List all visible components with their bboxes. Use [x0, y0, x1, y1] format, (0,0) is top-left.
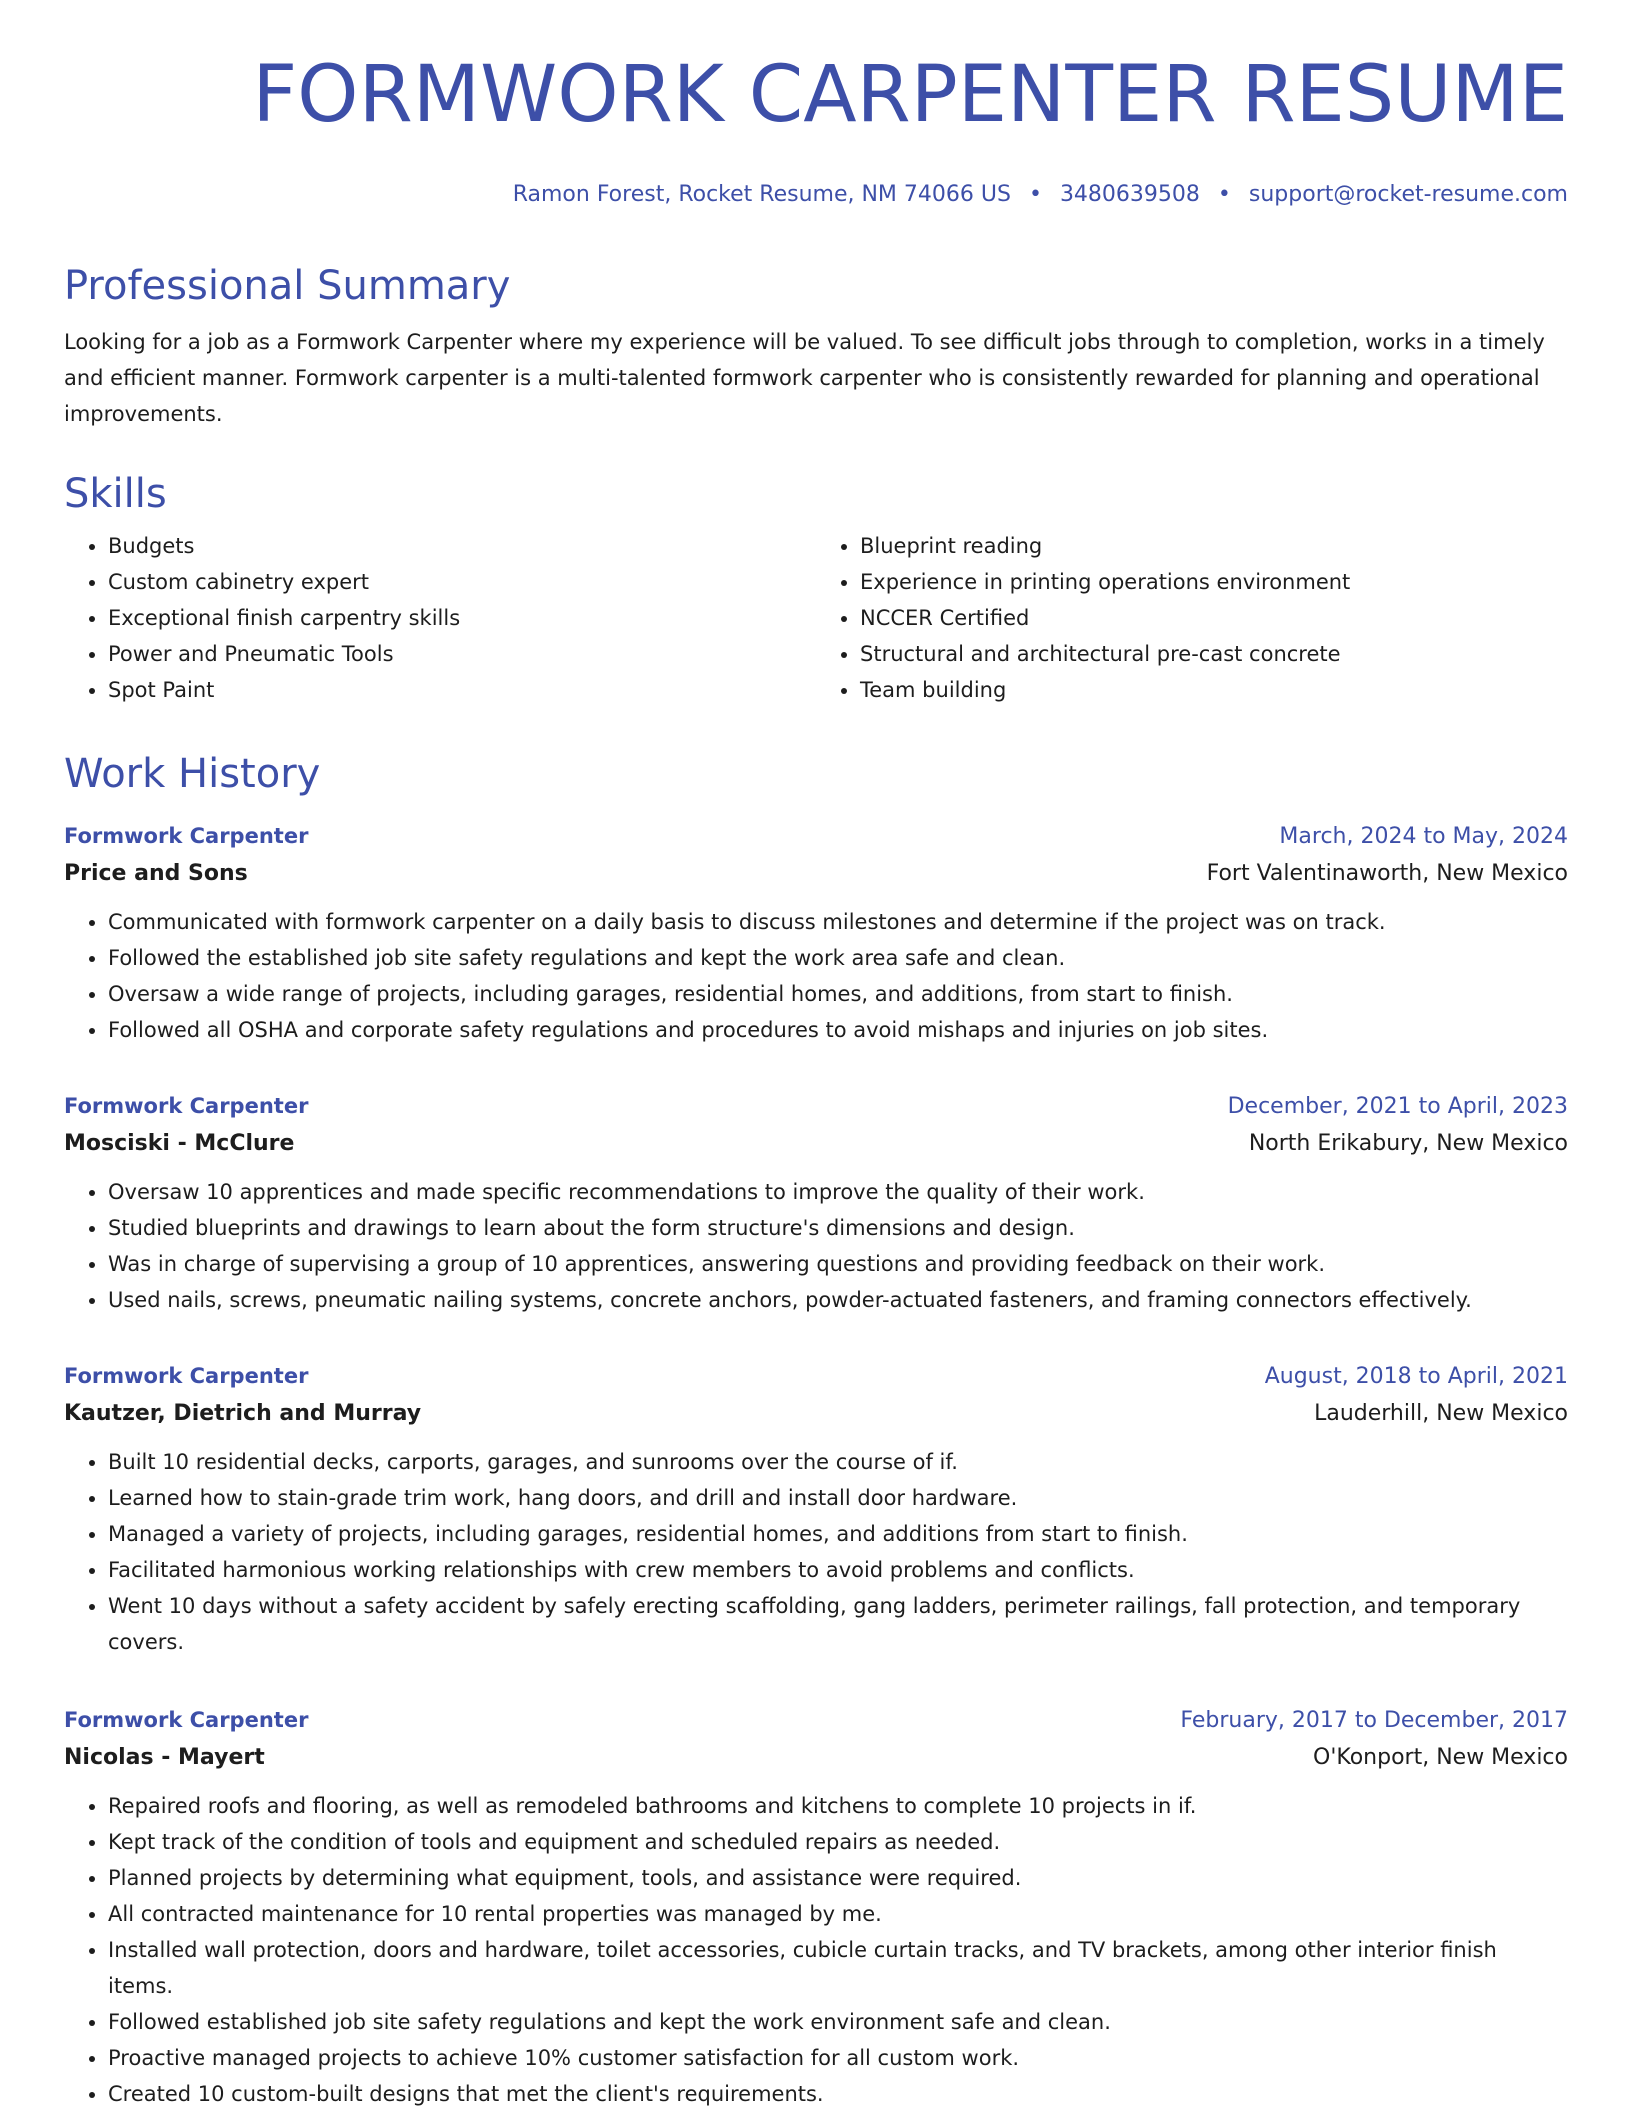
summary-text: Looking for a job as a Formwork Carpenter where my experience will be valued. To see difficult jobs through to completion, works in a timely and efficient manner. Formwork carpenter is a multi-talented formwork carpenter who is consistently rewarded for planning and operational improvements. [64, 330, 1545, 426]
skill-item: • Power and Pneumatic Tools [108, 636, 816, 672]
job-bullets [64, 1788, 1568, 2112]
job-entry [64, 824, 1568, 1048]
contact-phone: 3480639508 [1059, 182, 1200, 207]
skill-item: • Custom cabinetry expert [108, 564, 816, 600]
job-entry [64, 1708, 1568, 2112]
skill-item: • Spot Paint [108, 672, 816, 708]
job-bullet: • Planned projects by determining what equipment, tools, and assistance were required. [108, 1860, 1568, 1896]
skills-section [64, 471, 1568, 708]
job-title: Formwork Carpenter [64, 824, 309, 848]
job-entry [64, 1094, 1568, 1318]
job-title: Formwork Carpenter [64, 1364, 309, 1388]
job-bullet: • Was in charge of supervising a group of 10 apprentices, answering questions and providing feedback on their work. [108, 1246, 1568, 1282]
job-bullet: • Oversaw 10 apprentices and made specific recommendations to improve the quality of their work. [108, 1174, 1568, 1210]
job-bullet: • Oversaw a wide range of projects, including garages, residential homes, and additions, from start to finish. [108, 976, 1568, 1012]
job-dates: March, 2024 to May, 2024 [1279, 824, 1568, 849]
job-bullet: • Managed a variety of projects, including garages, residential homes, and additions from start to finish. [108, 1516, 1568, 1552]
job-bullet: • Kept track of the condition of tools and equipment and scheduled repairs as needed. [108, 1824, 1568, 1860]
contact-line [513, 182, 1568, 207]
job-bullet: • Installed wall protection, doors and hardware, toilet accessories, cubicle curtain tracks, and TV brackets, among other interior finish items. [108, 1932, 1568, 2004]
job-company-row [64, 1131, 1568, 1156]
job-header-row [64, 1094, 1568, 1119]
contact-separator: • [1217, 182, 1231, 207]
job-bullet: • Facilitated harmonious working relationships with crew members to avoid problems and conflicts. [108, 1552, 1568, 1588]
job-entry [64, 1364, 1568, 1660]
job-bullet: • Went 10 days without a safety accident by safely erecting scaffolding, gang ladders, perimeter railings, fall protection, and temporary covers. [108, 1588, 1568, 1660]
job-location: Fort Valentinaworth, New Mexico [1206, 861, 1568, 886]
job-bullet: • Proactive managed projects to achieve 10% customer satisfaction for all custom work. [108, 2040, 1568, 2076]
job-location: O'Konport, New Mexico [1313, 1745, 1568, 1770]
skill-item: • Team building [860, 672, 1568, 708]
skills-list-right [816, 528, 1568, 708]
job-header-row [64, 824, 1568, 849]
skill-item: • Blueprint reading [860, 528, 1568, 564]
skill-item: • NCCER Certified [860, 600, 1568, 636]
resume-title: FORMWORK CARPENTER RESUME [252, 50, 1568, 140]
job-bullet: • Created 10 custom-built designs that met the client's requirements. [108, 2076, 1568, 2112]
job-title: Formwork Carpenter [64, 1708, 309, 1732]
work-history-heading: Work History [64, 751, 321, 797]
skill-item: • Budgets [108, 528, 816, 564]
job-company-row [64, 861, 1568, 886]
job-company-row [64, 1401, 1568, 1426]
job-bullet: • Repaired roofs and flooring, as well as remodeled bathrooms and kitchens to complete 10 projects in if. [108, 1788, 1568, 1824]
job-company: Kautzer, Dietrich and Murray [64, 1401, 422, 1426]
job-bullet: • Communicated with formwork carpenter on a daily basis to discuss milestones and determine if the project was on track. [108, 904, 1568, 940]
job-company: Nicolas - Mayert [64, 1745, 265, 1770]
job-header-row [64, 1364, 1568, 1389]
job-bullet: • Built 10 residential decks, carports, garages, and sunrooms over the course of if. [108, 1444, 1568, 1480]
skills-list-left [64, 528, 816, 708]
job-bullet: • Studied blueprints and drawings to learn about the form structure's dimensions and design. [108, 1210, 1568, 1246]
summary-section [64, 263, 1568, 432]
job-title: Formwork Carpenter [64, 1094, 309, 1118]
job-bullet: • Followed the established job site safety regulations and kept the work area safe and clean. [108, 940, 1568, 976]
job-dates: December, 2021 to April, 2023 [1227, 1094, 1568, 1119]
skills-heading: Skills [64, 471, 167, 517]
job-header-row [64, 1708, 1568, 1733]
job-bullet: • All contracted maintenance for 10 rental properties was managed by me. [108, 1896, 1568, 1932]
skill-item: • Experience in printing operations environment [860, 564, 1568, 600]
job-bullet: • Learned how to stain-grade trim work, hang doors, and drill and install door hardware. [108, 1480, 1568, 1516]
job-location: North Erikabury, New Mexico [1248, 1131, 1568, 1156]
work-history-section [64, 751, 1568, 797]
job-bullet: • Followed established job site safety regulations and kept the work environment safe and clean. [108, 2004, 1568, 2040]
contact-separator: • [1028, 182, 1042, 207]
job-company: Price and Sons [64, 861, 248, 886]
skills-grid [64, 528, 1568, 708]
job-bullets [64, 1444, 1568, 1660]
job-dates: August, 2018 to April, 2021 [1264, 1364, 1568, 1389]
skill-item: • Exceptional finish carpentry skills [108, 600, 816, 636]
job-dates: February, 2017 to December, 2017 [1180, 1708, 1568, 1733]
job-company: Mosciski - McClure [64, 1131, 295, 1156]
summary-heading: Professional Summary [64, 263, 511, 309]
job-bullets [64, 1174, 1568, 1318]
job-location: Lauderhill, New Mexico [1314, 1401, 1568, 1426]
job-bullet: • Used nails, screws, pneumatic nailing systems, concrete anchors, powder-actuated fasteners, and framing connectors effectively. [108, 1282, 1568, 1318]
contact-address: Ramon Forest, Rocket Resume, NM 74066 US [512, 182, 1011, 207]
contact-email[interactable]: support@rocket-resume.com [1248, 182, 1568, 207]
job-bullet: • Followed all OSHA and corporate safety regulations and procedures to avoid mishaps and injuries on job sites. [108, 1012, 1568, 1048]
job-bullets [64, 904, 1568, 1048]
skill-item: • Structural and architectural pre-cast concrete [860, 636, 1568, 672]
job-company-row [64, 1745, 1568, 1770]
